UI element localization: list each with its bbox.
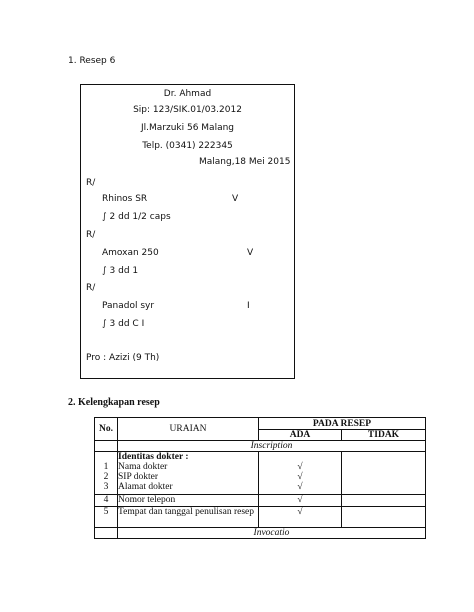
tidak-cell bbox=[342, 507, 426, 528]
header-pada-resep: PADA RESEP bbox=[259, 418, 426, 430]
doctor-phone: Telp. (0341) 222345 bbox=[142, 141, 233, 151]
row-number: 4 bbox=[95, 495, 118, 507]
row-number: 3 bbox=[103, 482, 109, 492]
row-number: 1 bbox=[103, 462, 109, 472]
identity-title: Identitas dokter : bbox=[118, 452, 189, 462]
table-row bbox=[95, 507, 426, 528]
tidak-cell bbox=[342, 462, 425, 472]
row-number: 5 bbox=[95, 507, 118, 528]
item-label: Alamat dokter bbox=[118, 482, 173, 492]
header-no: No. bbox=[95, 418, 118, 441]
drug-name: Panadol syr bbox=[102, 301, 155, 311]
inscription-label: Inscription bbox=[118, 441, 426, 452]
doctor-name: Dr. Ahmad bbox=[163, 89, 212, 99]
section-2-heading: 2. Kelengkapan resep bbox=[68, 397, 160, 408]
check-mark: √ bbox=[297, 462, 303, 472]
rx-symbol: R/ bbox=[86, 230, 96, 240]
check-mark: √ bbox=[259, 495, 342, 507]
item-label: Nama dokter bbox=[118, 462, 168, 472]
item-label: Tempat dan tanggal penulisan resep bbox=[118, 507, 259, 528]
header-uraian: URAIAN bbox=[118, 418, 259, 441]
prescription-box bbox=[80, 84, 295, 379]
drug-mark: V bbox=[247, 248, 254, 258]
row-number: 2 bbox=[103, 472, 109, 482]
header-ada: ADA bbox=[259, 430, 342, 441]
doctor-address: Jl.Marzuki 56 Malang bbox=[140, 123, 235, 133]
tidak-cell bbox=[342, 495, 426, 507]
rx-symbol: R/ bbox=[86, 283, 96, 293]
drug-name: Rhinos SR bbox=[102, 194, 148, 204]
check-mark: √ bbox=[297, 472, 303, 482]
item-label: Nomor telepon bbox=[118, 495, 259, 507]
section-1-heading: 1. Resep 6 bbox=[68, 56, 116, 66]
table-row bbox=[95, 495, 426, 507]
drug-name: Amoxan 250 bbox=[102, 248, 159, 258]
kelengkapan-table bbox=[94, 417, 426, 539]
check-mark: √ bbox=[297, 482, 303, 492]
tidak-cell bbox=[342, 482, 425, 492]
check-mark: √ bbox=[259, 507, 342, 528]
invocatio-label: Invocatio bbox=[118, 528, 426, 539]
header-tidak: TIDAK bbox=[342, 430, 426, 441]
table-row bbox=[95, 452, 426, 495]
patient-line: Pro : Azizi (9 Th) bbox=[86, 353, 160, 363]
drug-signa: ∫ 3 dd C I bbox=[102, 319, 145, 329]
tidak-cell bbox=[342, 472, 425, 482]
drug-mark: I bbox=[247, 301, 250, 311]
rx-symbol: R/ bbox=[86, 178, 96, 188]
prescription-date: Malang,18 Mei 2015 bbox=[199, 157, 291, 167]
drug-mark: V bbox=[232, 194, 239, 204]
item-label: SIP dokter bbox=[118, 472, 159, 482]
drug-signa: ∫ 2 dd 1/2 caps bbox=[102, 212, 171, 222]
drug-signa: ∫ 3 dd 1 bbox=[102, 266, 139, 276]
doctor-sip: Sip: 123/SIK.01/03.2012 bbox=[133, 105, 242, 115]
